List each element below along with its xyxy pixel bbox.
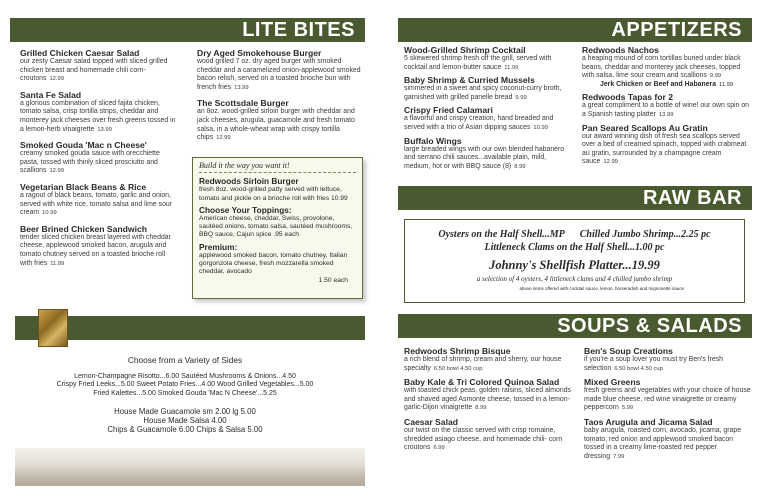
toppings-title: Choose Your Toppings: xyxy=(199,204,292,215)
item-price: 11.99 xyxy=(504,64,519,71)
item-option: Jerk Chicken or Beef and Habanera 11.99 xyxy=(600,80,734,88)
burger-description: fresh 8oz. wood-grilled patty served with lettuce, tomato and pickle on a brioche roll with fries 10.99 xyxy=(199,186,348,202)
item-description: our zesty Caesar salad topped with sliced grilled chicken breast and homemade chili corn-croutons 12.99 xyxy=(20,58,168,83)
item-name: Buffalo Wings xyxy=(404,135,462,146)
soups-salads-banner: SOUPS & SALADS xyxy=(398,314,752,338)
build-your-burger-box xyxy=(192,157,363,299)
menu-item xyxy=(404,346,576,373)
sides-row: Crispy Fried Leeks...5.00 Sweet Potato Fries...4.00 Wood Grilled Vegetables...5.00 xyxy=(56,381,314,389)
item-name: The Scottsdale Burger xyxy=(197,98,289,109)
item-name: Santa Fe Salad xyxy=(20,89,82,100)
item-description: fresh greens and vegetables with your choice of house made blue cheese, red wine vinaigrette or creamy peppercorn 5.99 xyxy=(584,387,751,412)
menu-item xyxy=(404,417,576,453)
item-price: 9.99 xyxy=(709,73,722,80)
item-description: an 8oz. wood-grilled sirloin burger with cheddar and jack cheeses, arugula, guacamole and fresh tomato salsa, in a whole-wheat wrap with crispy tortilla chips 12.99 xyxy=(197,108,355,142)
raw-line: Oysters on the Half Shell...MP Chilled Jumbo Shrimp...2.25 pc xyxy=(438,229,711,240)
item-price: 13.99 xyxy=(97,126,112,133)
item-price: 12.99 xyxy=(216,135,231,142)
sides-row: Fried Kalettes...5.00 Smoked Gouda 'Mac N Cheese'...5.25 xyxy=(93,390,277,398)
platter-description: a selection of 4 oysters, 4 littleneck clams and 4 chilled jumbo shrimp xyxy=(476,275,673,283)
appetizers-left-column xyxy=(404,45,574,174)
raw-bar-box xyxy=(404,219,745,303)
sides-row: House Made Salsa 4.00 xyxy=(143,415,227,425)
item-description: 5 skewered shrimp fresh off the grill, served with cocktail and lemon-butter sauce 11.99 xyxy=(404,55,552,71)
item-name: Taos Arugula and Jicama Salad xyxy=(584,416,713,427)
lite-bites-left-column xyxy=(20,48,178,274)
item-description: a glorious combination of sliced fajita chicken, tomato salsa, crisp tortilla strips, cheddar and monterey jack cheeses over fresh greens tossed in a lemon-herb vinaigrette 13.99 xyxy=(20,99,176,133)
premium-title: Premium: xyxy=(199,241,238,252)
item-description: our award winning dish of fresh sea scallops served over a bed of creamed spinach, topped with crabmeat au gratin, surrounded by a champagne cream sauce 12.99 xyxy=(582,132,747,166)
platter-name: Johnny's Shellfish Platter...19.99 xyxy=(489,258,660,272)
item-description: large breaded wings with our own blended habanero and serrano chili sauces...available plain, mild, medium, hot or with BBQ sauce (8) 8.99 xyxy=(404,145,565,170)
raw-bar-banner: RAW BAR xyxy=(398,186,752,210)
item-price: 10.99 xyxy=(42,210,57,217)
menu-item xyxy=(404,75,574,102)
item-name: Crispy Fried Calamari xyxy=(404,105,493,116)
toppings-price: .95 each xyxy=(273,231,300,239)
item-name: Dry Aged Smokehouse Burger xyxy=(197,48,322,58)
sides-header: Choose from a Variety of Sides xyxy=(127,355,243,365)
item-name: Smoked Gouda 'Mac n Cheese' xyxy=(20,140,147,151)
menu-item xyxy=(20,48,178,84)
item-price: 13.99 xyxy=(658,111,674,118)
item-description: simmered in a sweet and spicy coconut-curry broth, garnished with grilled panelle bread 9.99 xyxy=(404,85,562,101)
item-description: a great compliment to a bottle of wine! our own spin on a Spanish tasting platter 13.99 xyxy=(582,102,750,118)
menu-item xyxy=(584,346,752,373)
item-name: Beer Brined Chicken Sandwich xyxy=(20,223,148,234)
item-price: 8.99 xyxy=(514,163,526,170)
item-price: 6.50 bowl 4.50 cup xyxy=(614,365,663,372)
soups-right-column xyxy=(584,346,752,465)
item-name: Vegetarian Black Beans & Rice xyxy=(20,181,147,192)
item-price: 8.99 xyxy=(475,405,487,412)
premium-list: applewood smoked bacon, tomato chutney, Italian gorgonzola cheese, fresh mozzarella smoked cheddar, avocado xyxy=(199,251,348,276)
item-name: Baby Shrimp & Curried Mussels xyxy=(404,75,535,86)
item-name: Pan Seared Scallops Au Gratin xyxy=(582,122,708,133)
menu-item xyxy=(20,90,178,134)
premium-price: 1.50 each xyxy=(318,276,348,284)
item-name: Ben's Soup Creations xyxy=(584,346,673,356)
menu-item xyxy=(582,45,752,89)
toppings-list: American cheese, cheddar, Swiss, provolone, sautéed onions, tomato salsa, sautéed mushrooms, BBQ sauce, Cajun spice .95 each xyxy=(199,214,353,239)
right-footer-texture xyxy=(398,470,752,488)
burger-name: Redwoods Sirloin Burger xyxy=(199,176,299,187)
item-description: our twist on the classic served with crisp romaine, shredded asiago cheese, and homemade chili- corn croutons 6.99 xyxy=(404,426,563,452)
item-price: 12.99 xyxy=(49,76,64,83)
menu-item xyxy=(197,48,362,92)
item-description: with toasted chick peas, golden raisins, sliced almonds and shaved aged Asmonte cheese, tossed in a lemon-garlic-Dijon vinaigrette 8.99 xyxy=(404,387,571,412)
raw-note: above items offered with cocktail sauce, lemon, horseradish and mignonette sauce xyxy=(519,286,684,291)
sides-row: Lemon-Champagne Risotto...6.00 Sautéed Mushrooms & Onions...4.50 xyxy=(74,372,296,380)
burger-price: 10.99 xyxy=(330,194,348,202)
lite-bites-banner: LITE BITES xyxy=(10,18,365,42)
menu-item xyxy=(584,377,752,413)
item-name: Mixed Greens xyxy=(584,377,641,388)
item-name: Redwoods Tapas for 2 xyxy=(582,92,674,103)
menu-item xyxy=(197,98,362,142)
menu-item xyxy=(404,377,576,413)
left-footer-texture xyxy=(15,448,365,486)
sides-list xyxy=(20,356,350,434)
item-description: a flavorful and crispy creation, hand breaded and served with a trio of Asian dipping sauces 10.99 xyxy=(404,115,554,131)
menu-item xyxy=(584,417,752,461)
item-price: 12.99 xyxy=(49,168,64,175)
menu-item xyxy=(404,105,574,132)
item-description: wood grilled 7 oz. dry aged burger with smoked cheddar and a caramelized onion-applewood smoked bacon relish, served on a toasted brioche bun with french fries 13.99 xyxy=(197,58,361,91)
item-description: a ragout of black beans, tomato, garlic and onion, served with white rice, tomato salsa and lime sour cream 10.99 xyxy=(20,191,173,217)
item-name: Grilled Chicken Caesar Salad xyxy=(20,48,140,58)
lite-bites-right-column xyxy=(197,48,362,149)
menu-item xyxy=(404,45,574,72)
item-description: a rich blend of shrimp, cream and sherry, our house specialty 6.50 bowl 4.50 cup xyxy=(404,356,562,372)
item-name: Baby Kale & Tri Colored Quinoa Salad xyxy=(404,377,560,388)
soups-left-column xyxy=(404,346,576,457)
item-price: 6.50 bowl 4.50 cup xyxy=(433,365,483,372)
menu-item xyxy=(20,140,178,176)
item-price: 7.99 xyxy=(613,453,625,460)
menu-item xyxy=(20,224,178,268)
item-description: baby arugula, roasted corn, avocado, jicama, grape tomato, red onion and applewood smoked bacon tossed in a creamy lime-roasted red pepper dressing 7.99 xyxy=(584,426,742,460)
item-name: Caesar Salad xyxy=(404,416,458,427)
appetizers-banner: APPETIZERS xyxy=(398,18,752,42)
item-description: if you're a soup lover you must try Ben's fresh selection 6.50 bowl 4.50 cup xyxy=(584,356,723,372)
item-price: 6.99 xyxy=(433,445,445,452)
menu-item xyxy=(20,182,178,218)
item-description: a heaping mound of corn tortillas buried under black beans, cheddar and monterey jack cheeses, topped with salsa, lime sour cream and scallions 9.99 xyxy=(582,55,741,80)
item-price: 13.99 xyxy=(234,84,249,91)
menu-item xyxy=(582,92,752,119)
sides-row: Chips & Guacamole 6.00 Chips & Salsa 5.00 xyxy=(107,424,263,434)
menu-item xyxy=(404,136,574,172)
item-price: 10.99 xyxy=(533,124,548,131)
appetizers-right-column xyxy=(582,45,752,170)
build-header: Build it the way you want it! xyxy=(199,162,356,173)
item-price: 12.99 xyxy=(603,159,618,166)
item-name: Redwoods Nachos xyxy=(582,45,659,55)
item-description: creamy smoked gouda sauce with orecchiette pasta, tossed with thinly sliced prosciutto and scallions 12.99 xyxy=(20,150,160,175)
item-price: 9.99 xyxy=(515,94,527,101)
item-name: Wood-Grilled Shrimp Cocktail xyxy=(404,45,526,55)
item-price: 11.99 xyxy=(50,260,65,267)
raw-line: Littleneck Clams on the Half Shell...1.00 pc xyxy=(484,242,665,253)
item-price: 5.99 xyxy=(621,405,634,412)
food-photo-thumbnail xyxy=(38,309,68,347)
item-name: Redwoods Shrimp Bisque xyxy=(404,346,511,356)
item-description: tender sliced chicken breast layered with cheddar cheese, applewood smoked bacon, arugula and tomato chutney served on a toasted brioche roll with fries 11.99 xyxy=(20,233,171,267)
sides-row: House Made Guacamole sm 2.00 lg 5.00 xyxy=(114,406,256,416)
menu-item xyxy=(582,123,752,167)
